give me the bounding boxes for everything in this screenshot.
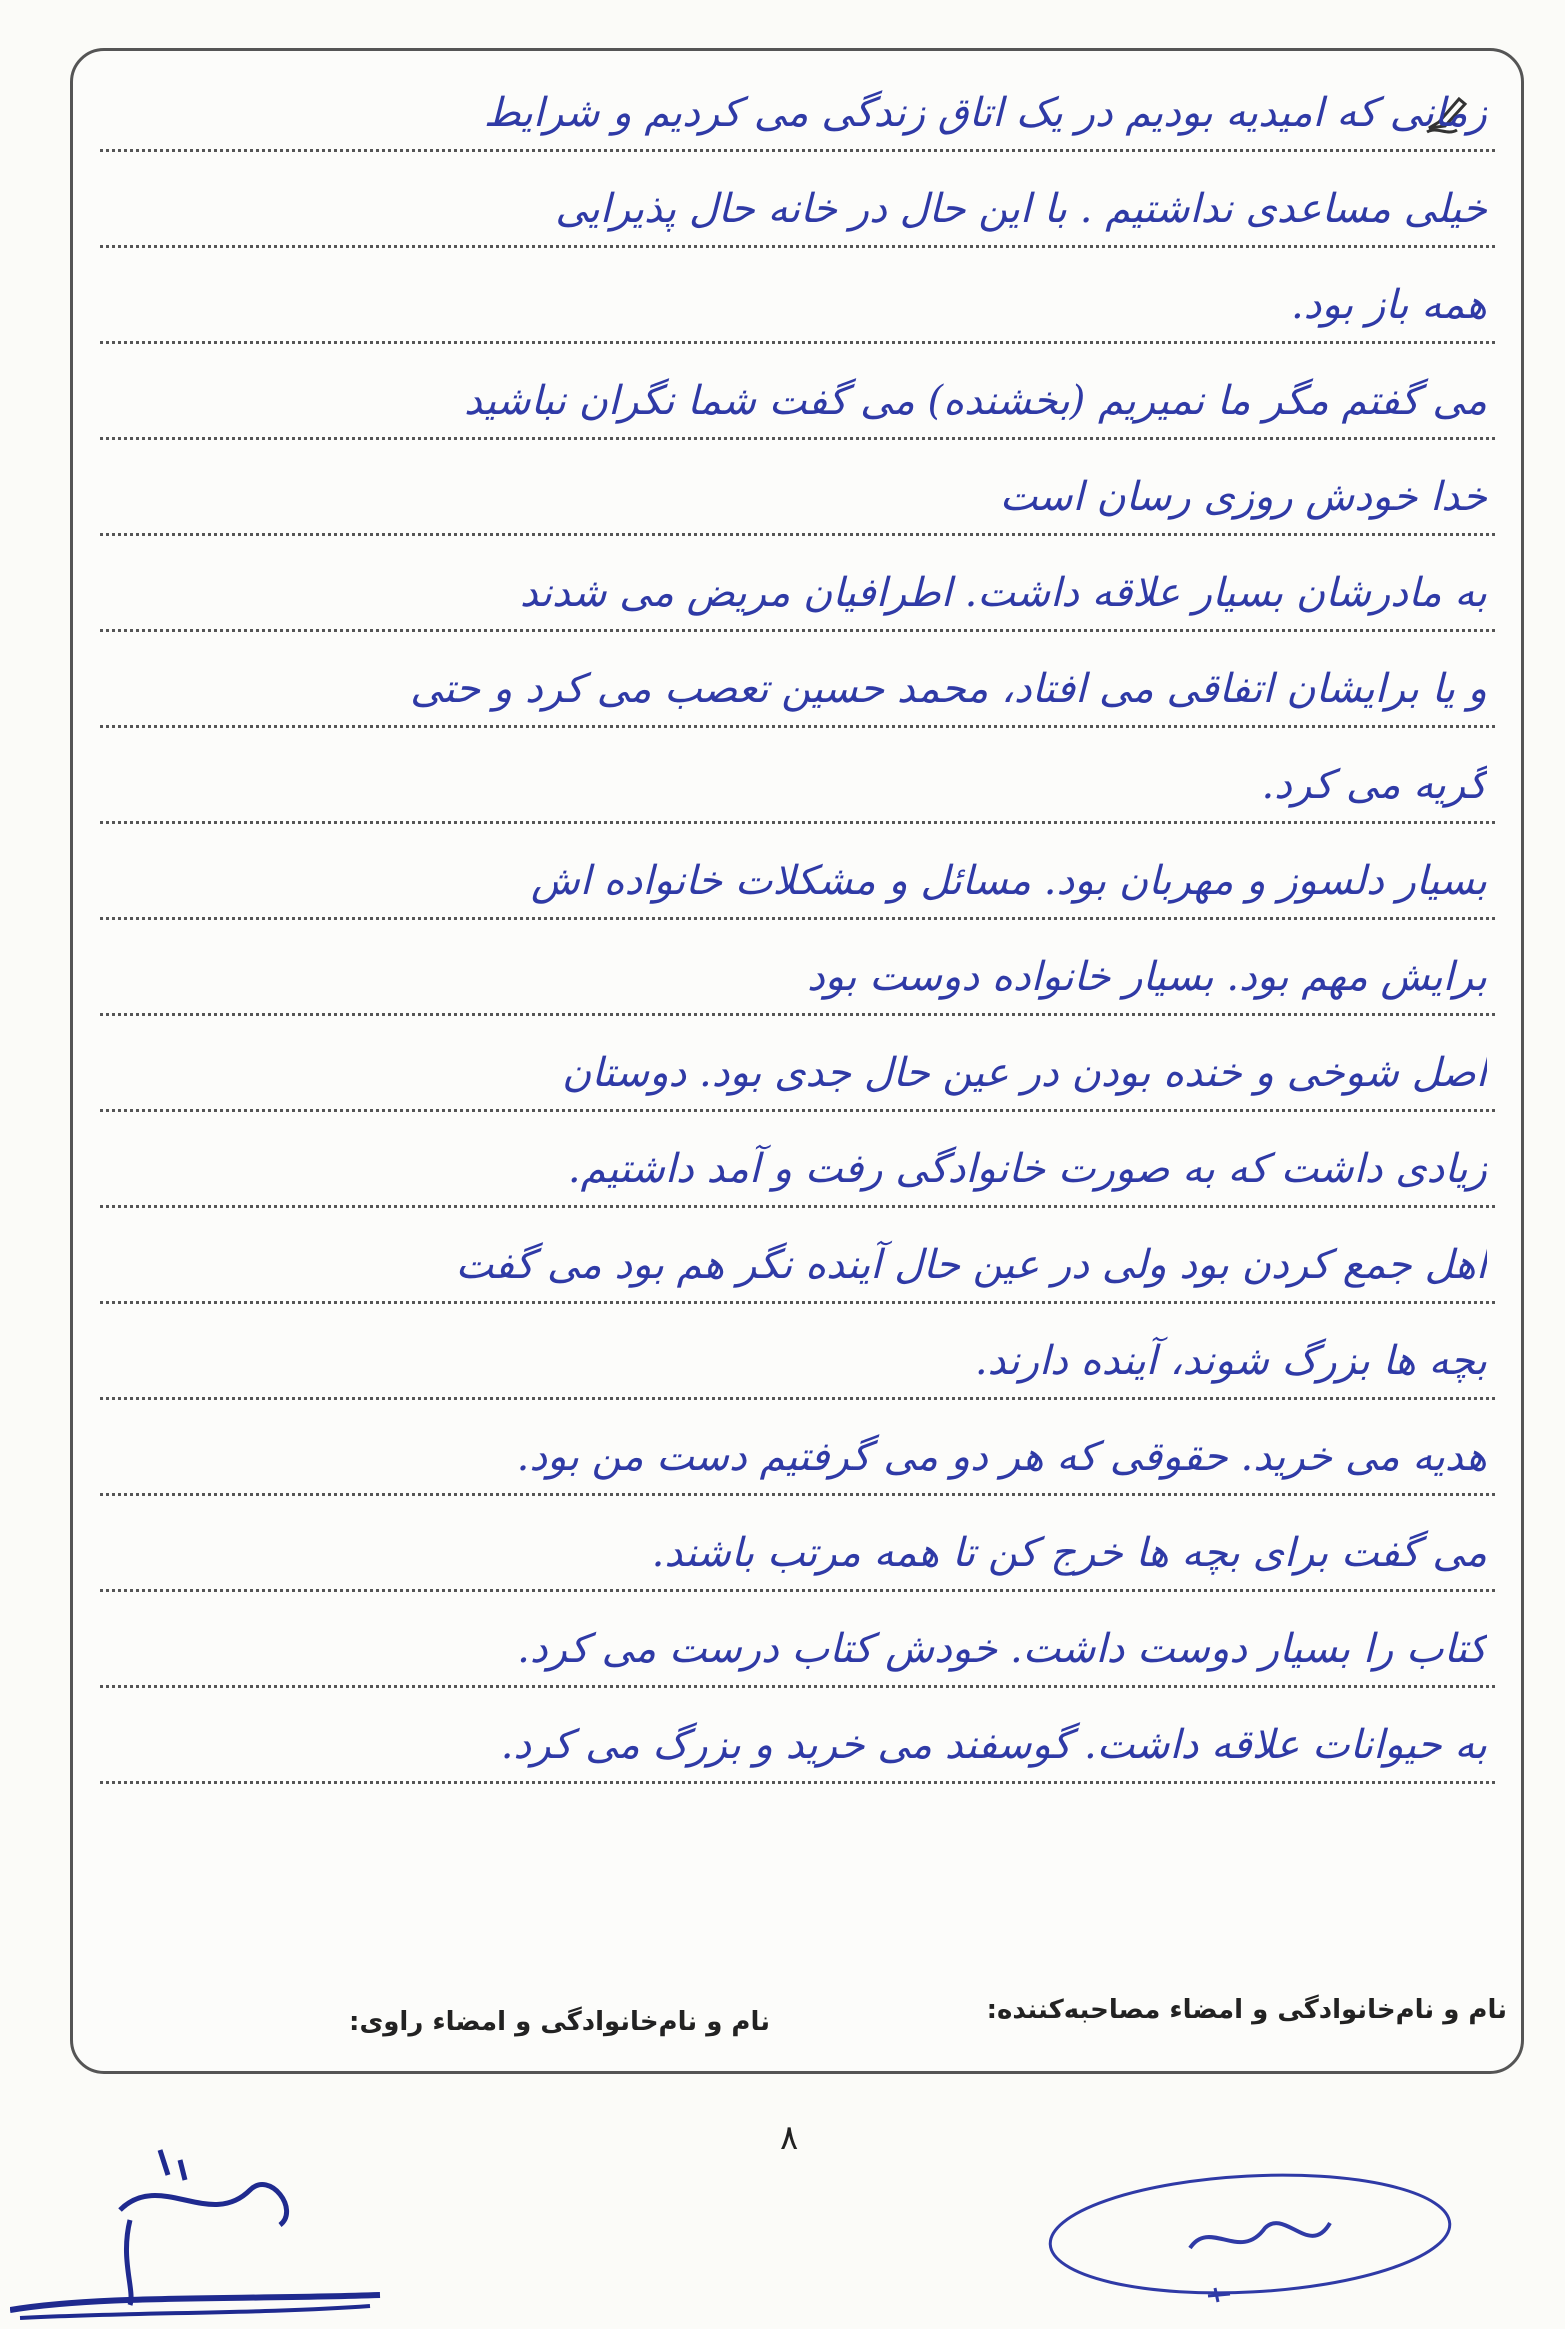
handwritten-line <box>100 1497 1495 1592</box>
narrator-name-signature-label: نام و نام‌خانوادگی و امضاء راوی: <box>349 2007 770 2037</box>
handwritten-line <box>100 537 1495 632</box>
handwritten-line <box>100 1113 1495 1208</box>
handwritten-line <box>100 729 1495 824</box>
handwritten-line-text: زمانی که امیدیه بودیم در یک اتاق زندگی می کردیم و شرایط <box>483 90 1487 136</box>
handwritten-line <box>100 1209 1495 1304</box>
handwritten-line <box>100 1689 1495 1784</box>
handwritten-line <box>100 1017 1495 1112</box>
handwritten-line <box>100 1305 1495 1400</box>
handwritten-line <box>100 441 1495 536</box>
handwritten-line-text: هدیه می خرید. حقوقی که هر دو می گرفتیم دست من بود. <box>516 1434 1487 1480</box>
handwritten-line-text: خدا خودش روزی رسان است <box>999 474 1487 520</box>
handwritten-line-text: به مادرشان بسیار علاقه داشت. اطرافیان مریض می شدند <box>519 570 1487 616</box>
handwritten-line <box>100 249 1495 344</box>
handwritten-line <box>100 1593 1495 1688</box>
handwritten-line <box>100 153 1495 248</box>
handwritten-line-text: اهل جمع کردن بود ولی در عین حال آینده نگر هم بود می گفت <box>455 1242 1487 1288</box>
left-signature <box>10 2100 390 2329</box>
handwritten-line-text: به حیوانات علاقه داشت. گوسفند می خرید و بزرگ می کرد. <box>500 1722 1487 1768</box>
handwritten-line <box>100 345 1495 440</box>
handwritten-line-text: کتاب را بسیار دوست داشت. خودش کتاب درست می کرد. <box>517 1626 1487 1672</box>
handwritten-line-text: اصل شوخی و خنده بودن در عین حال جدی بود. دوستان <box>562 1050 1487 1096</box>
handwritten-line <box>100 921 1495 1016</box>
handwritten-line-text: بسیار دلسوز و مهربان بود. مسائل و مشکلات خانواده اش <box>530 858 1487 904</box>
handwritten-line-text: می گفتم مگر ما نمیریم (بخشنده) می گفت شما نگران نباشید <box>463 378 1487 424</box>
right-signature-stamp <box>1040 2168 1460 2312</box>
handwritten-line-text: بچه ها بزرگ شوند، آینده دارند. <box>974 1338 1487 1384</box>
handwritten-line-text: زیادی داشت که به صورت خانوادگی رفت و آمد داشتیم. <box>567 1146 1487 1192</box>
handwritten-line <box>100 633 1495 728</box>
handwritten-line-text: می گفت برای بچه ها خرج کن تا همه مرتب باشند. <box>651 1530 1487 1576</box>
handwritten-line-text: برایش مهم بود. بسیار خانواده دوست بود <box>806 954 1487 1000</box>
handwritten-line-text: خیلی مساعدی نداشتیم . با این حال در خانه حال پذیرایی <box>555 186 1487 232</box>
handwritten-line-text: و یا برایشان اتفاقی می افتاد، محمد حسین تعصب می کرد و حتی <box>410 666 1487 712</box>
handwritten-line <box>100 57 1495 152</box>
page-number: ۸ <box>780 2118 799 2158</box>
handwritten-line-text: همه باز بود. <box>1290 282 1487 328</box>
handwritten-line <box>100 825 1495 920</box>
interviewer-name-signature-label: نام و نام‌خانوادگی و امضاء مصاحبه‌کننده: <box>986 1995 1507 2025</box>
handwritten-line <box>100 1401 1495 1496</box>
handwritten-line-text: گریه می کرد. <box>1261 762 1487 808</box>
